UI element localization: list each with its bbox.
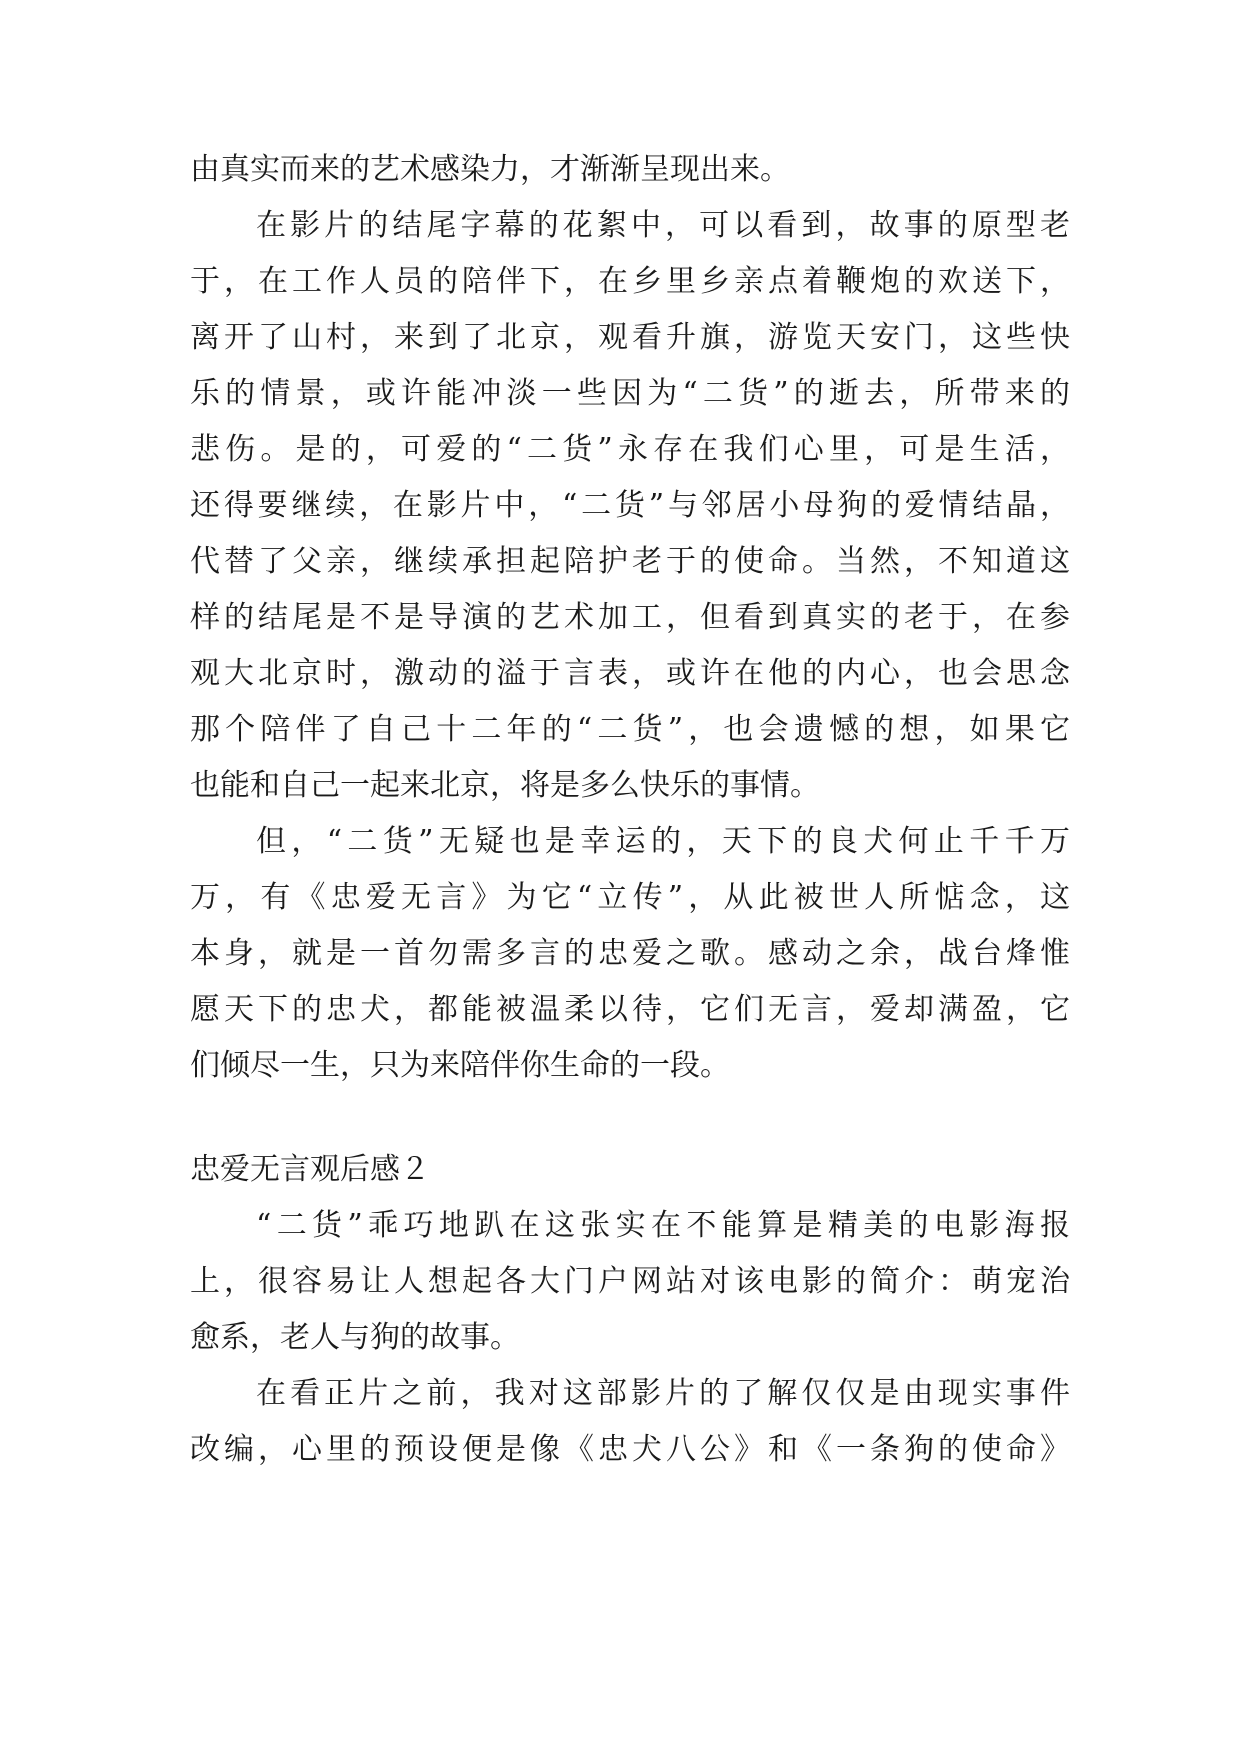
text-line: 本身，就是一首勿需多言的忠爱之歌。感动之余，战台烽惟: [190, 936, 1070, 971]
text-line: 改编，心里的预设便是像《忠犬八公》和《一条狗的使命》: [190, 1432, 1070, 1467]
paragraph-first-line: 在影片的结尾字幕的花絮中，可以看到，故事的原型老: [256, 208, 1070, 243]
text-line: 愈系，老人与狗的故事。: [190, 1320, 520, 1355]
text-line: 于，在工作人员的陪伴下，在乡里乡亲点着鞭炮的欢送下，: [190, 264, 1070, 299]
text-line: 也能和自己一起来北京，将是多么快乐的事情。: [190, 768, 820, 803]
text-line: 那个陪伴了自己十二年的“二货”，也会遗憾的想，如果它: [190, 712, 1070, 747]
text-line: 悲伤。是的，可爱的“二货”永存在我们心里，可是生活，: [190, 432, 1070, 467]
text-line: 离开了山村，来到了北京，观看升旗，游览天安门，这些快: [190, 320, 1070, 355]
text-line: 由真实而来的艺术感染力，才渐渐呈现出来。: [190, 152, 790, 187]
paragraph-first-line: 但，“二货”无疑也是幸运的，天下的良犬何止千千万: [256, 824, 1070, 859]
text-line: 样的结尾是不是导演的艺术加工，但看到真实的老于，在参: [190, 600, 1070, 635]
text-line: 还得要继续，在影片中，“二货”与邻居小母狗的爱情结晶，: [190, 488, 1070, 523]
text-line: 乐的情景，或许能冲淡一些因为“二货”的逝去，所带来的: [190, 376, 1070, 411]
section-heading: 忠爱无言观后感２: [190, 1152, 430, 1187]
text-line: 观大北京时，激动的溢于言表，或许在他的内心，也会思念: [190, 656, 1070, 691]
text-line: 愿天下的忠犬，都能被温柔以待，它们无言，爱却满盈，它: [190, 992, 1070, 1027]
text-line: 上，很容易让人想起各大门户网站对该电影的简介：萌宠治: [190, 1264, 1070, 1299]
text-line: 万，有《忠爱无言》为它“立传”，从此被世人所惦念，这: [190, 880, 1070, 915]
paragraph-first-line: “二货”乖巧地趴在这张实在不能算是精美的电影海报: [256, 1208, 1070, 1243]
text-line: 们倾尽一生，只为来陪伴你生命的一段。: [190, 1048, 730, 1083]
text-line: 代替了父亲，继续承担起陪护老于的使命。当然，不知道这: [190, 544, 1070, 579]
paragraph-first-line: 在看正片之前，我对这部影片的了解仅仅是由现实事件: [256, 1376, 1070, 1411]
